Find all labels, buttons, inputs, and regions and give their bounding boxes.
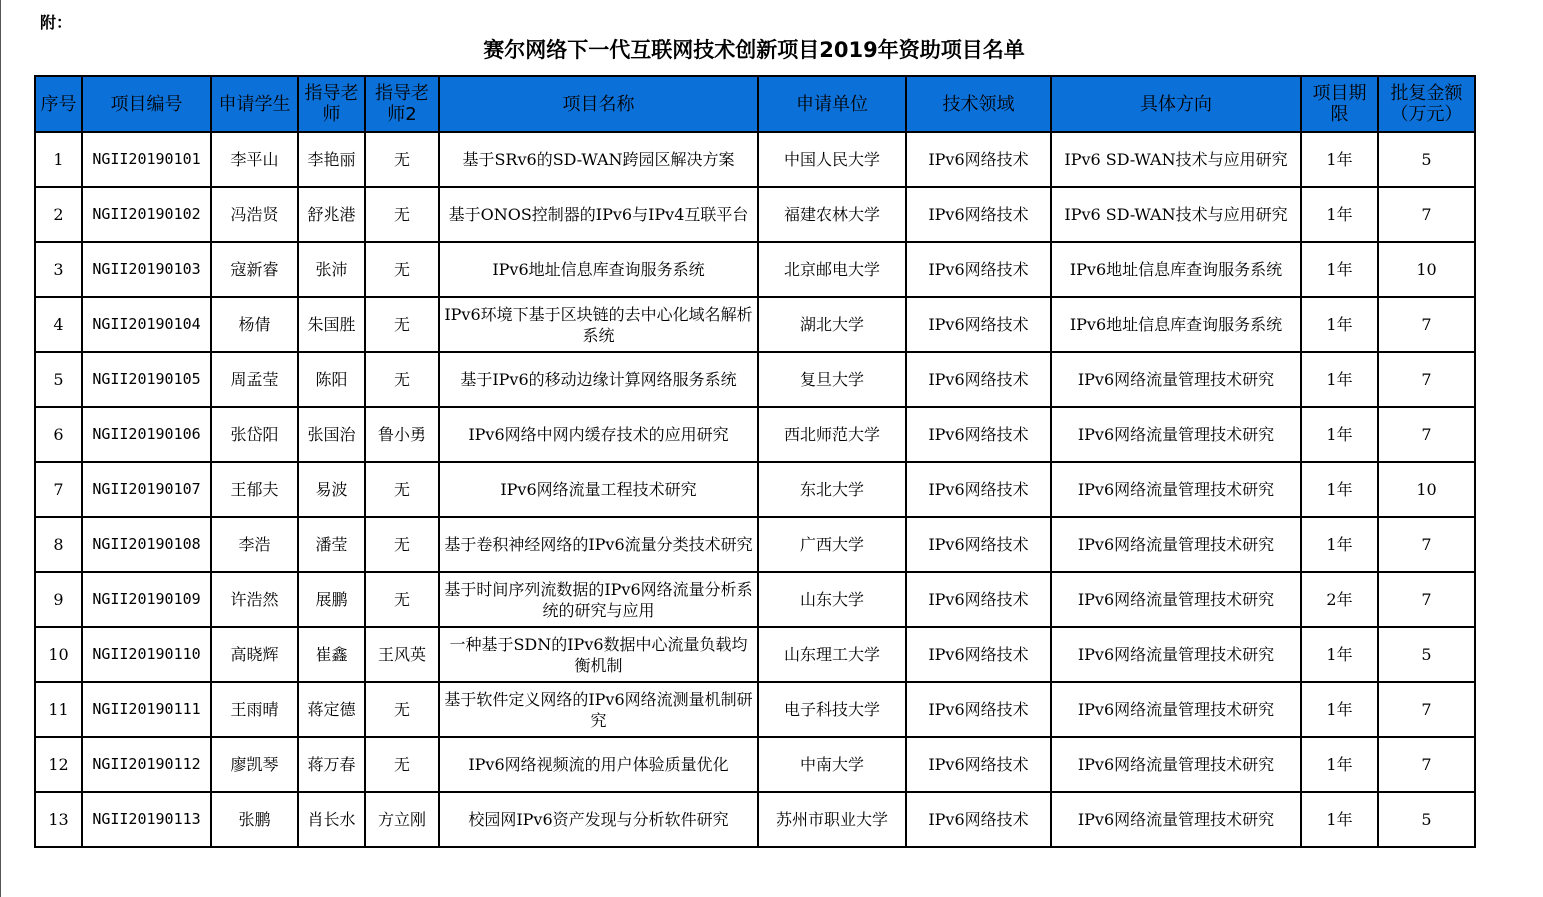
table-row bbox=[35, 242, 1475, 297]
cell-project: 一种基于SDN的IPv6数据中心流量负载均衡机制 bbox=[439, 627, 758, 682]
cell-advisor: 李艳丽 bbox=[298, 132, 365, 187]
header-student: 申请学生 bbox=[211, 76, 298, 132]
cell-project: IPv6环境下基于区块链的去中心化域名解析系统 bbox=[439, 297, 758, 352]
cell-period: 1年 bbox=[1301, 407, 1378, 462]
cell-unit: 湖北大学 bbox=[758, 297, 906, 352]
cell-amount: 7 bbox=[1378, 517, 1475, 572]
cell-field: IPv6网络技术 bbox=[906, 792, 1051, 847]
cell-seq: 8 bbox=[35, 517, 82, 572]
cell-direction: IPv6网络流量管理技术研究 bbox=[1051, 352, 1301, 407]
cell-unit: 北京邮电大学 bbox=[758, 242, 906, 297]
cell-student: 张鹏 bbox=[211, 792, 298, 847]
cell-period: 1年 bbox=[1301, 297, 1378, 352]
cell-direction: IPv6 SD-WAN技术与应用研究 bbox=[1051, 132, 1301, 187]
cell-direction: IPv6网络流量管理技术研究 bbox=[1051, 572, 1301, 627]
cell-advisor: 朱国胜 bbox=[298, 297, 365, 352]
cell-direction: IPv6网络流量管理技术研究 bbox=[1051, 627, 1301, 682]
cell-student: 廖凯琴 bbox=[211, 737, 298, 792]
cell-seq: 13 bbox=[35, 792, 82, 847]
cell-unit: 广西大学 bbox=[758, 517, 906, 572]
cell-advisor2: 无 bbox=[365, 242, 439, 297]
cell-student: 李平山 bbox=[211, 132, 298, 187]
header-advisor: 指导老师 bbox=[298, 76, 365, 132]
cell-field: IPv6网络技术 bbox=[906, 407, 1051, 462]
cell-direction: IPv6网络流量管理技术研究 bbox=[1051, 737, 1301, 792]
cell-code: NGII20190101 bbox=[82, 132, 211, 187]
cell-unit: 福建农林大学 bbox=[758, 187, 906, 242]
cell-amount: 10 bbox=[1378, 242, 1475, 297]
cell-amount: 7 bbox=[1378, 407, 1475, 462]
cell-field: IPv6网络技术 bbox=[906, 352, 1051, 407]
cell-period: 1年 bbox=[1301, 737, 1378, 792]
cell-advisor2: 无 bbox=[365, 517, 439, 572]
table-row bbox=[35, 682, 1475, 737]
header-unit: 申请单位 bbox=[758, 76, 906, 132]
cell-advisor: 展鹏 bbox=[298, 572, 365, 627]
cell-student: 寇新睿 bbox=[211, 242, 298, 297]
cell-advisor: 舒兆港 bbox=[298, 187, 365, 242]
cell-student: 高晓辉 bbox=[211, 627, 298, 682]
cell-code: NGII20190105 bbox=[82, 352, 211, 407]
cell-seq: 7 bbox=[35, 462, 82, 517]
table-row bbox=[35, 132, 1475, 187]
cell-advisor2: 无 bbox=[365, 462, 439, 517]
cell-period: 1年 bbox=[1301, 517, 1378, 572]
cell-code: NGII20190107 bbox=[82, 462, 211, 517]
cell-project: IPv6网络视频流的用户体验质量优化 bbox=[439, 737, 758, 792]
cell-advisor: 崔鑫 bbox=[298, 627, 365, 682]
header-amount: 批复金额（万元） bbox=[1378, 76, 1475, 132]
cell-student: 王雨晴 bbox=[211, 682, 298, 737]
cell-unit: 西北师范大学 bbox=[758, 407, 906, 462]
cell-student: 王郁夫 bbox=[211, 462, 298, 517]
cell-direction: IPv6网络流量管理技术研究 bbox=[1051, 462, 1301, 517]
cell-project: IPv6地址信息库查询服务系统 bbox=[439, 242, 758, 297]
table-row bbox=[35, 627, 1475, 682]
cell-unit: 中南大学 bbox=[758, 737, 906, 792]
cell-code: NGII20190111 bbox=[82, 682, 211, 737]
cell-project: 基于ONOS控制器的IPv6与IPv4互联平台 bbox=[439, 187, 758, 242]
cell-field: IPv6网络技术 bbox=[906, 572, 1051, 627]
table-body bbox=[35, 132, 1475, 847]
cell-direction: IPv6网络流量管理技术研究 bbox=[1051, 792, 1301, 847]
header-seq: 序号 bbox=[35, 76, 82, 132]
cell-student: 李浩 bbox=[211, 517, 298, 572]
cell-seq: 3 bbox=[35, 242, 82, 297]
cell-code: NGII20190108 bbox=[82, 517, 211, 572]
cell-seq: 2 bbox=[35, 187, 82, 242]
cell-seq: 4 bbox=[35, 297, 82, 352]
table-row bbox=[35, 187, 1475, 242]
cell-project: 基于SRv6的SD-WAN跨园区解决方案 bbox=[439, 132, 758, 187]
cell-amount: 7 bbox=[1378, 682, 1475, 737]
cell-field: IPv6网络技术 bbox=[906, 132, 1051, 187]
cell-amount: 7 bbox=[1378, 737, 1475, 792]
cell-period: 1年 bbox=[1301, 132, 1378, 187]
header-field: 技术领域 bbox=[906, 76, 1051, 132]
cell-advisor: 蒋定德 bbox=[298, 682, 365, 737]
cell-direction: IPv6网络流量管理技术研究 bbox=[1051, 682, 1301, 737]
funding-table bbox=[34, 75, 1476, 848]
cell-project: 校园网IPv6资产发现与分析软件研究 bbox=[439, 792, 758, 847]
cell-unit: 山东大学 bbox=[758, 572, 906, 627]
cell-advisor: 张沛 bbox=[298, 242, 365, 297]
cell-unit: 电子科技大学 bbox=[758, 682, 906, 737]
cell-period: 1年 bbox=[1301, 462, 1378, 517]
cell-code: NGII20190113 bbox=[82, 792, 211, 847]
cell-student: 张岱阳 bbox=[211, 407, 298, 462]
table-row bbox=[35, 352, 1475, 407]
cell-unit: 苏州市职业大学 bbox=[758, 792, 906, 847]
header-period: 项目期限 bbox=[1301, 76, 1378, 132]
cell-code: NGII20190106 bbox=[82, 407, 211, 462]
cell-advisor2: 鲁小勇 bbox=[365, 407, 439, 462]
cell-unit: 山东理工大学 bbox=[758, 627, 906, 682]
cell-advisor: 蒋万春 bbox=[298, 737, 365, 792]
cell-period: 2年 bbox=[1301, 572, 1378, 627]
table-row bbox=[35, 517, 1475, 572]
cell-code: NGII20190112 bbox=[82, 737, 211, 792]
cell-advisor2: 无 bbox=[365, 352, 439, 407]
cell-code: NGII20190103 bbox=[82, 242, 211, 297]
cell-code: NGII20190102 bbox=[82, 187, 211, 242]
cell-seq: 6 bbox=[35, 407, 82, 462]
cell-period: 1年 bbox=[1301, 627, 1378, 682]
cell-amount: 10 bbox=[1378, 462, 1475, 517]
header-advisor2: 指导老师2 bbox=[365, 76, 439, 132]
cell-advisor2: 无 bbox=[365, 187, 439, 242]
cell-unit: 东北大学 bbox=[758, 462, 906, 517]
cell-code: NGII20190109 bbox=[82, 572, 211, 627]
cell-project: IPv6网络中网内缓存技术的应用研究 bbox=[439, 407, 758, 462]
cell-period: 1年 bbox=[1301, 187, 1378, 242]
cell-field: IPv6网络技术 bbox=[906, 682, 1051, 737]
cell-field: IPv6网络技术 bbox=[906, 187, 1051, 242]
cell-field: IPv6网络技术 bbox=[906, 627, 1051, 682]
cell-student: 周孟莹 bbox=[211, 352, 298, 407]
cell-advisor2: 王风英 bbox=[365, 627, 439, 682]
cell-project: 基于时间序列流数据的IPv6网络流量分析系统的研究与应用 bbox=[439, 572, 758, 627]
table-row bbox=[35, 737, 1475, 792]
cell-amount: 5 bbox=[1378, 792, 1475, 847]
cell-amount: 5 bbox=[1378, 627, 1475, 682]
cell-student: 许浩然 bbox=[211, 572, 298, 627]
cell-field: IPv6网络技术 bbox=[906, 737, 1051, 792]
table-row bbox=[35, 297, 1475, 352]
cell-seq: 11 bbox=[35, 682, 82, 737]
cell-field: IPv6网络技术 bbox=[906, 297, 1051, 352]
cell-code: NGII20190110 bbox=[82, 627, 211, 682]
cell-field: IPv6网络技术 bbox=[906, 517, 1051, 572]
cell-advisor2: 无 bbox=[365, 682, 439, 737]
cell-period: 1年 bbox=[1301, 242, 1378, 297]
page-left-border bbox=[0, 0, 1, 897]
cell-advisor2: 无 bbox=[365, 297, 439, 352]
cell-seq: 9 bbox=[35, 572, 82, 627]
cell-seq: 12 bbox=[35, 737, 82, 792]
cell-advisor: 潘莹 bbox=[298, 517, 365, 572]
cell-amount: 7 bbox=[1378, 187, 1475, 242]
table-row bbox=[35, 572, 1475, 627]
header-project: 项目名称 bbox=[439, 76, 758, 132]
document-title: 赛尔网络下一代互联网技术创新项目2019年资助项目名单 bbox=[483, 38, 1025, 62]
cell-seq: 5 bbox=[35, 352, 82, 407]
cell-direction: IPv6地址信息库查询服务系统 bbox=[1051, 297, 1301, 352]
cell-direction: IPv6 SD-WAN技术与应用研究 bbox=[1051, 187, 1301, 242]
cell-field: IPv6网络技术 bbox=[906, 462, 1051, 517]
cell-amount: 7 bbox=[1378, 352, 1475, 407]
cell-project: 基于软件定义网络的IPv6网络流测量机制研究 bbox=[439, 682, 758, 737]
cell-advisor2: 无 bbox=[365, 737, 439, 792]
cell-advisor: 张国治 bbox=[298, 407, 365, 462]
cell-project: 基于IPv6的移动边缘计算网络服务系统 bbox=[439, 352, 758, 407]
cell-advisor: 肖长水 bbox=[298, 792, 365, 847]
table-header-row bbox=[35, 76, 1475, 132]
cell-amount: 5 bbox=[1378, 132, 1475, 187]
cell-unit: 复旦大学 bbox=[758, 352, 906, 407]
cell-direction: IPv6地址信息库查询服务系统 bbox=[1051, 242, 1301, 297]
cell-period: 1年 bbox=[1301, 682, 1378, 737]
cell-advisor: 易波 bbox=[298, 462, 365, 517]
table-row bbox=[35, 792, 1475, 847]
cell-student: 杨倩 bbox=[211, 297, 298, 352]
cell-advisor: 陈阳 bbox=[298, 352, 365, 407]
table-row bbox=[35, 407, 1475, 462]
cell-student: 冯浩贤 bbox=[211, 187, 298, 242]
cell-field: IPv6网络技术 bbox=[906, 242, 1051, 297]
cell-code: NGII20190104 bbox=[82, 297, 211, 352]
cell-advisor2: 无 bbox=[365, 132, 439, 187]
cell-amount: 7 bbox=[1378, 572, 1475, 627]
cell-project: IPv6网络流量工程技术研究 bbox=[439, 462, 758, 517]
cell-seq: 10 bbox=[35, 627, 82, 682]
cell-advisor2: 无 bbox=[365, 572, 439, 627]
cell-amount: 7 bbox=[1378, 297, 1475, 352]
header-code: 项目编号 bbox=[82, 76, 211, 132]
cell-period: 1年 bbox=[1301, 352, 1378, 407]
cell-seq: 1 bbox=[35, 132, 82, 187]
cell-period: 1年 bbox=[1301, 792, 1378, 847]
header-direction: 具体方向 bbox=[1051, 76, 1301, 132]
attachment-note: 附： bbox=[40, 13, 73, 32]
cell-direction: IPv6网络流量管理技术研究 bbox=[1051, 517, 1301, 572]
cell-unit: 中国人民大学 bbox=[758, 132, 906, 187]
table-row bbox=[35, 462, 1475, 517]
cell-direction: IPv6网络流量管理技术研究 bbox=[1051, 407, 1301, 462]
cell-advisor2: 方立刚 bbox=[365, 792, 439, 847]
cell-project: 基于卷积神经网络的IPv6流量分类技术研究 bbox=[439, 517, 758, 572]
